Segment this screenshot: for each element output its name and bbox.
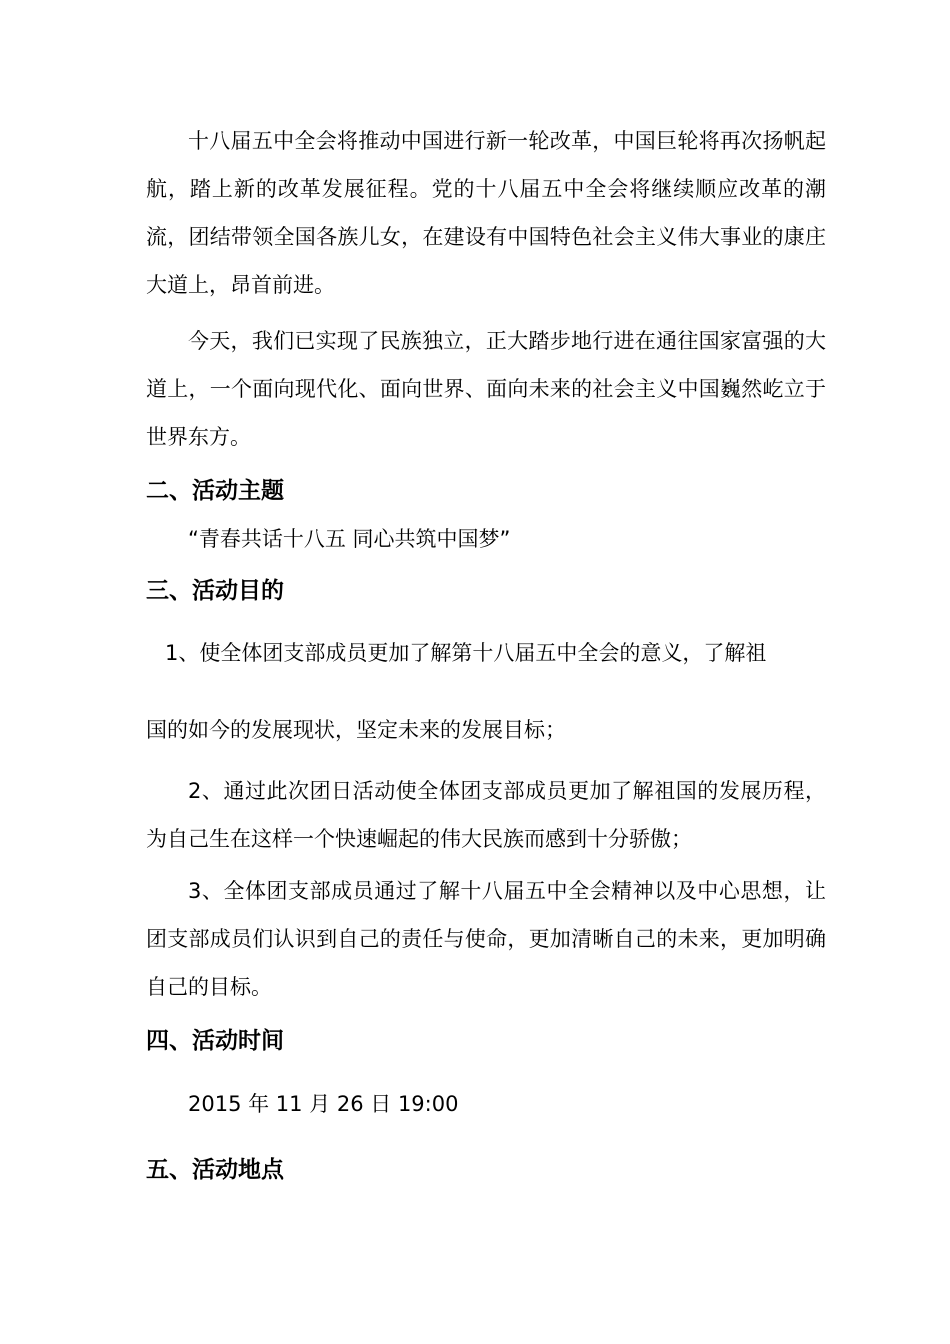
heading-purpose: 三、活动目的 [146,578,284,604]
heading-theme: 二、活动主题 [146,478,284,504]
background-paragraph-1: 十八届五中全会将推动中国进行新一轮改革，中国巨轮将再次扬帆起航，踏上新的改革发展征程。党的十八届五中全会将继续顺应改革的潮流，团结带领全国各族儿女，在建设有中国特色社会主义伟大事业的康庄大道上，昂首前进。 [146,129,826,297]
purpose-item-2: 2、通过此次团日活动使全体团支部成员更加了解祖国的发展历程，为自己生在这样一个快速崛起的伟大民族而感到十分骄傲； [146,779,826,851]
purpose-item-1-line-2: 国的如今的发展现状，坚定未来的发展目标； [146,718,566,742]
theme-text: “青春共话十八五 同心共筑中国梦” [188,527,511,551]
background-paragraph-2: 今天，我们已实现了民族独立，正大踏步地行进在通往国家富强的大道上，一个面向现代化、面向世界、面向未来的社会主义中国巍然屹立于世界东方。 [146,329,826,449]
purpose-item-3: 3、全体团支部成员通过了解十八届五中全会精神以及中心思想，让团支部成员们认识到自己的责任与使命，更加清晰自己的未来，更加明确自己的目标。 [146,879,826,999]
time-text: 2015 年 11 月 26 日 19:00 [188,1092,459,1116]
purpose-item-1-line-1: 1、使全体团支部成员更加了解第十八届五中全会的意义，了解祖 [165,641,767,665]
heading-location: 五、活动地点 [146,1157,284,1183]
heading-time: 四、活动时间 [146,1028,284,1054]
